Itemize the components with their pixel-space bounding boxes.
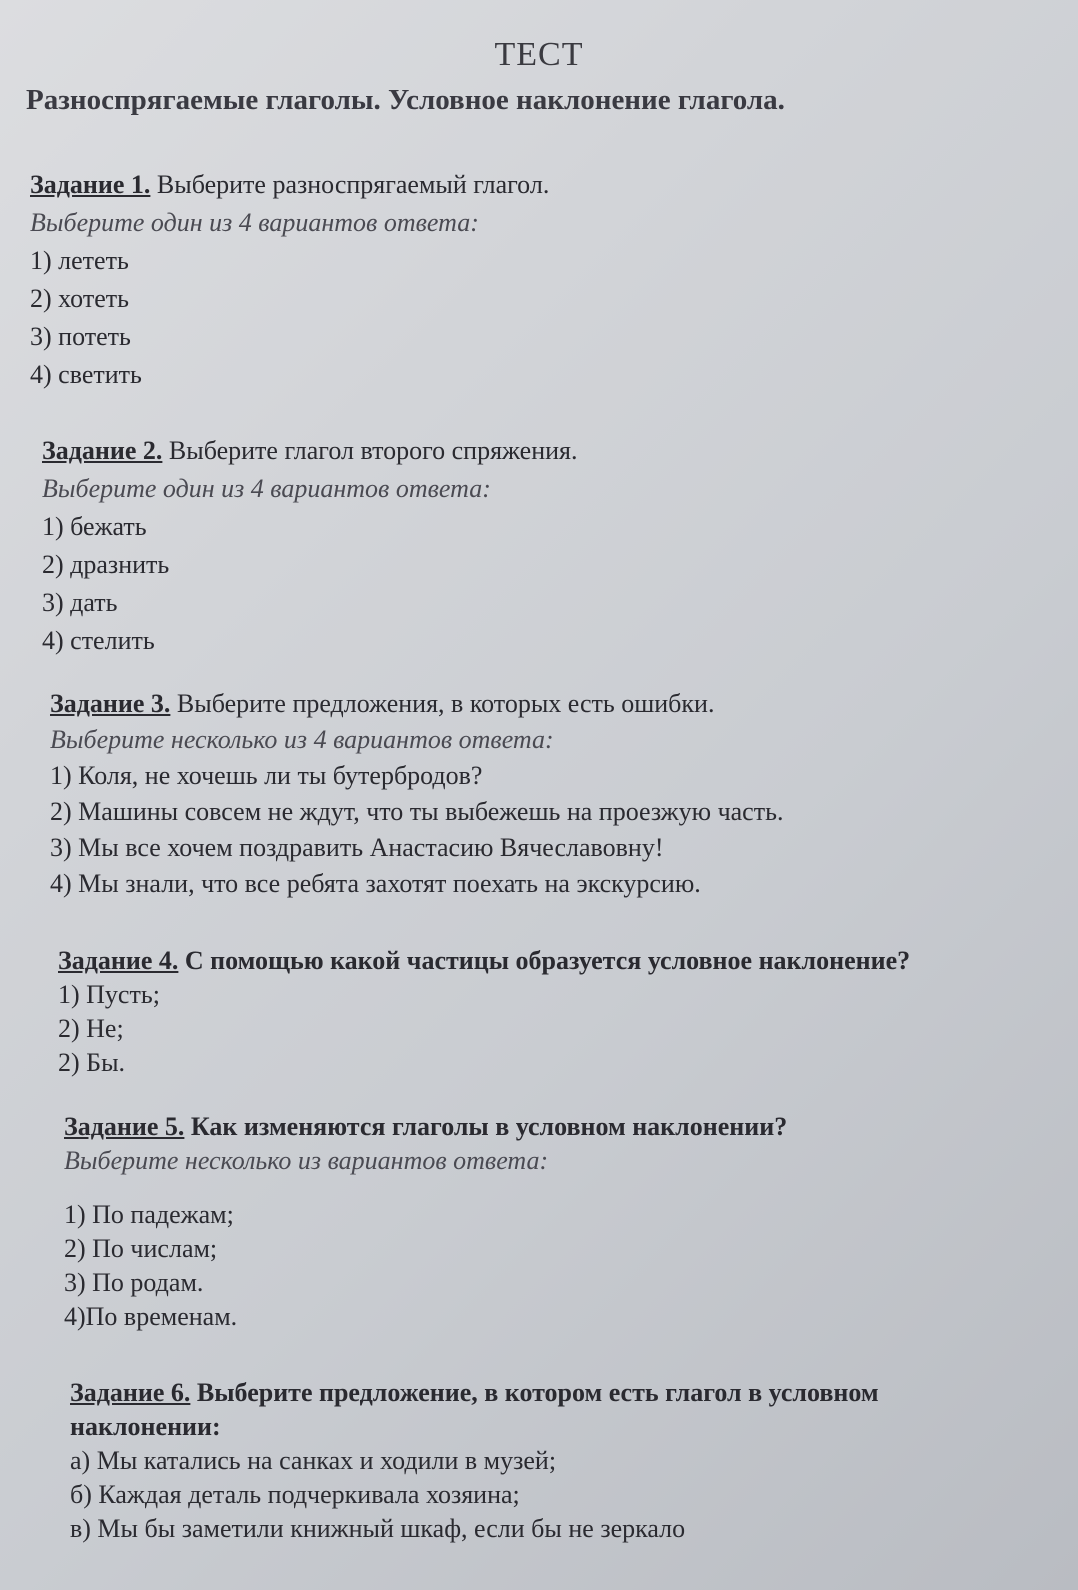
answer-option: 1) По падежам;	[64, 1200, 234, 1229]
task-label: Задание 3.	[50, 689, 171, 718]
task-4	[58, 944, 910, 1080]
task-instruction: Выберите несколько из вариантов ответа:	[64, 1146, 549, 1175]
answer-option: 3) Мы все хочем поздравить Анастасию Вячеславовну!	[50, 833, 664, 862]
task-question: Выберите предложение, в котором есть глагол в условном	[196, 1378, 879, 1407]
answer-option: 1) бежать	[42, 512, 147, 541]
task-question: С помощью какой частицы образуется условное наклонение?	[184, 946, 911, 975]
answer-option: 1) лететь	[30, 246, 129, 275]
answer-option: 2) хотеть	[30, 284, 129, 313]
task-question: Выберите разноспрягаемый глагол.	[156, 170, 550, 199]
answer-option: 4)По временам.	[64, 1302, 238, 1331]
spacer	[64, 1178, 787, 1198]
answer-option: 3) потеть	[30, 322, 131, 351]
task-1-header	[30, 166, 549, 204]
task-instruction: Выберите один из 4 вариантов ответа:	[30, 208, 479, 237]
answer-option: 1) Коля, не хочешь ли ты бутербродов?	[50, 761, 483, 790]
page-subtitle: Разноспрягаемые глаголы. Условное наклонение глагола.	[26, 84, 785, 116]
task-question: Выберите предложения, в которых есть ошибки.	[176, 689, 715, 718]
answer-option: а) Мы катались на санках и ходили в музей;	[70, 1446, 557, 1475]
task-question-continued: наклонении:	[70, 1412, 221, 1441]
task-5	[64, 1110, 787, 1334]
task-instruction: Выберите один из 4 вариантов ответа:	[42, 474, 491, 503]
answer-option: 3) дать	[42, 588, 118, 617]
task-5-header	[64, 1110, 787, 1144]
task-label: Задание 1.	[30, 170, 151, 199]
task-label: Задание 4.	[58, 946, 179, 975]
answer-option: 1) Пусть;	[58, 980, 160, 1009]
task-2	[42, 432, 577, 660]
task-6	[70, 1376, 879, 1546]
answer-option: б) Каждая деталь подчеркивала хозяина;	[70, 1480, 520, 1509]
task-label: Задание 2.	[42, 436, 163, 465]
answer-option: 2) Не;	[58, 1014, 124, 1043]
answer-option: 4) Мы знали, что все ребята захотят поехать на экскурсию.	[50, 869, 701, 898]
task-label: Задание 6.	[70, 1378, 191, 1407]
task-3-header	[50, 686, 783, 722]
answer-option: 2) Бы.	[58, 1048, 126, 1077]
task-3	[50, 686, 783, 902]
task-question: Выберите глагол второго спряжения.	[168, 436, 578, 465]
task-6-header	[70, 1376, 879, 1410]
answer-option: 2) Машины совсем не ждут, что ты выбежешь на проезжую часть.	[50, 797, 784, 826]
task-1	[30, 166, 549, 394]
answer-option: 2) По числам;	[64, 1234, 218, 1263]
answer-option: 3) По родам.	[64, 1268, 204, 1297]
task-2-header	[42, 432, 577, 470]
task-instruction: Выберите несколько из 4 вариантов ответа:	[50, 725, 554, 754]
answer-option: 4) стелить	[42, 626, 155, 655]
task-4-header	[58, 944, 910, 978]
answer-option: 2) дразнить	[42, 550, 170, 579]
page-title: ТЕСТ	[494, 36, 584, 73]
answer-option: в) Мы бы заметили книжный шкаф, если бы не зеркало	[70, 1514, 686, 1543]
answer-option: 4) светить	[30, 360, 142, 389]
task-label: Задание 5.	[64, 1112, 185, 1141]
task-question: Как изменяются глаголы в условном наклонении?	[190, 1112, 788, 1141]
